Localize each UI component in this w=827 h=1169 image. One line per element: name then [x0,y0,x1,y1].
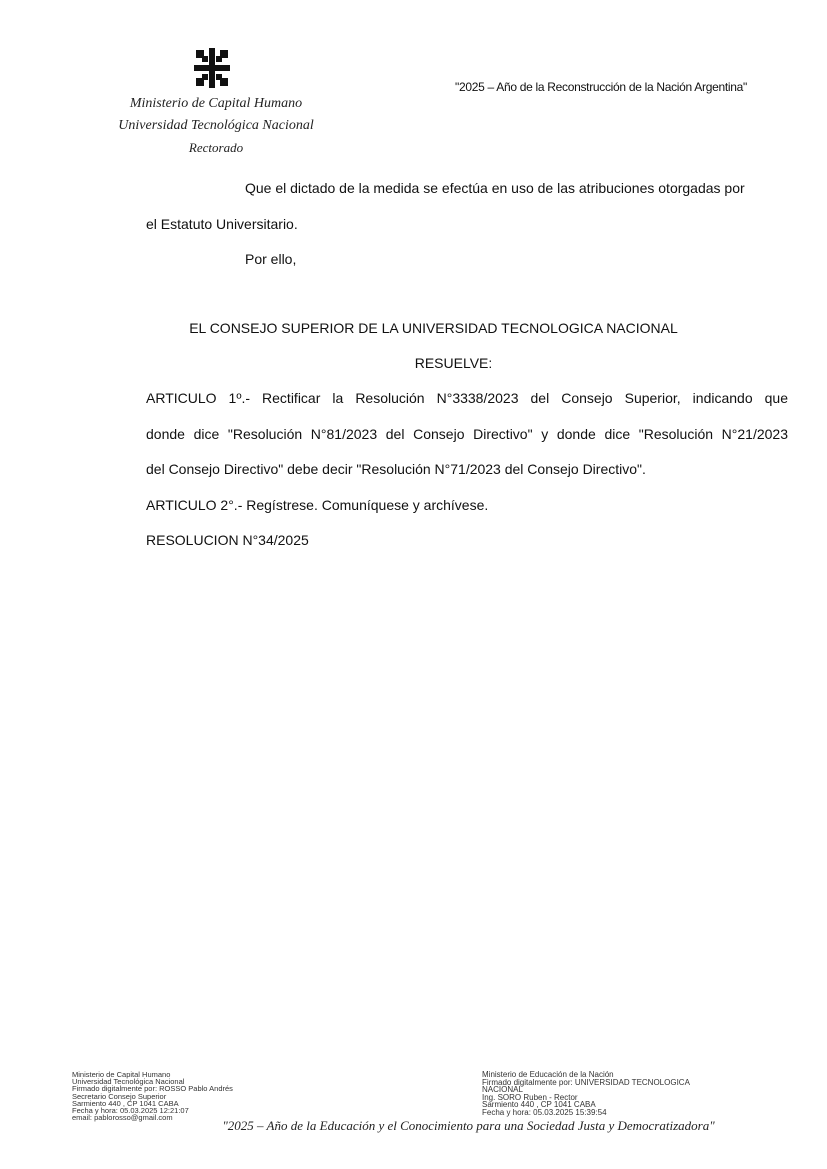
signature-block-left [72,1071,233,1121]
signature-right-line: Sarmiento 440 , CP 1041 CABA [482,1100,596,1110]
signature-right-line: Fecha y hora: 05.03.2025 15:39:54 [482,1107,607,1117]
header-university: Universidad Tecnológica Nacional [118,118,314,133]
council-heading: EL CONSEJO SUPERIOR DE LA UNIVERSIDAD TECNOLOGICA NACIONAL [189,320,678,336]
article-2: ARTICULO 2°.- Regístrese. Comuníquese y archívese. [146,497,489,513]
signature-block-right [482,1071,690,1117]
paragraph-por-ello: Por ello, [245,251,297,267]
signature-right-line: Firmado digitalmente por: UNIVERSIDAD TECNOLOGICA [482,1077,690,1087]
signature-left-line: Ministerio de Capital Humano [72,1070,171,1079]
resolution-number: RESOLUCION N°34/2025 [146,532,309,548]
header-office: Rectorado [188,140,244,155]
utn-logo [194,48,230,88]
signature-left-line: email: pablorosso@gmail.com [72,1113,173,1123]
resuelve-heading: RESUELVE: [414,355,493,371]
signature-left-line: Firmado digitalmente por: ROSSO Pablo Andrés [72,1084,233,1094]
header-ministry: Ministerio de Capital Humano [129,96,303,111]
signature-left-line: Universidad Tecnológica Nacional [72,1077,185,1087]
footer-motto: "2025 – Año de la Educación y el Conocimiento para una Sociedad Justa y Democratizadora" [222,1118,715,1133]
article-1-line-1: ARTICULO 1º.- Rectificar la Resolución N°3338/2023 del Consejo Superior, indicando que [146,390,788,406]
signature-left-line: Sarmiento 440 , CP 1041 CABA [72,1098,179,1108]
signature-right-line: Ministerio de Educación de la Nación [482,1070,614,1079]
paragraph-estatuto: el Estatuto Universitario. [146,216,298,232]
article-1-line-3: del Consejo Directivo" debe decir "Resolución N°71/2023 del Consejo Directivo". [146,461,646,477]
article-1-line-2: donde dice "Resolución N°81/2023 del Consejo Directivo" y donde dice "Resolución N°21/2023 [146,426,788,442]
header-year-motto: "2025 – Año de la Reconstrucción de la Nación Argentina" [455,80,747,94]
signature-right-line: NACIONAL [482,1085,523,1095]
signature-right-line: Ing. SORO Ruben - Rector [482,1092,578,1102]
signature-left-line: Fecha y hora: 05.03.2025 12:21:07 [72,1106,189,1116]
paragraph-considerando: Que el dictado de la medida se efectúa en uso de las atribuciones otorgadas por [245,180,745,196]
signature-left-line: Secretario Consejo Superior [72,1091,167,1101]
